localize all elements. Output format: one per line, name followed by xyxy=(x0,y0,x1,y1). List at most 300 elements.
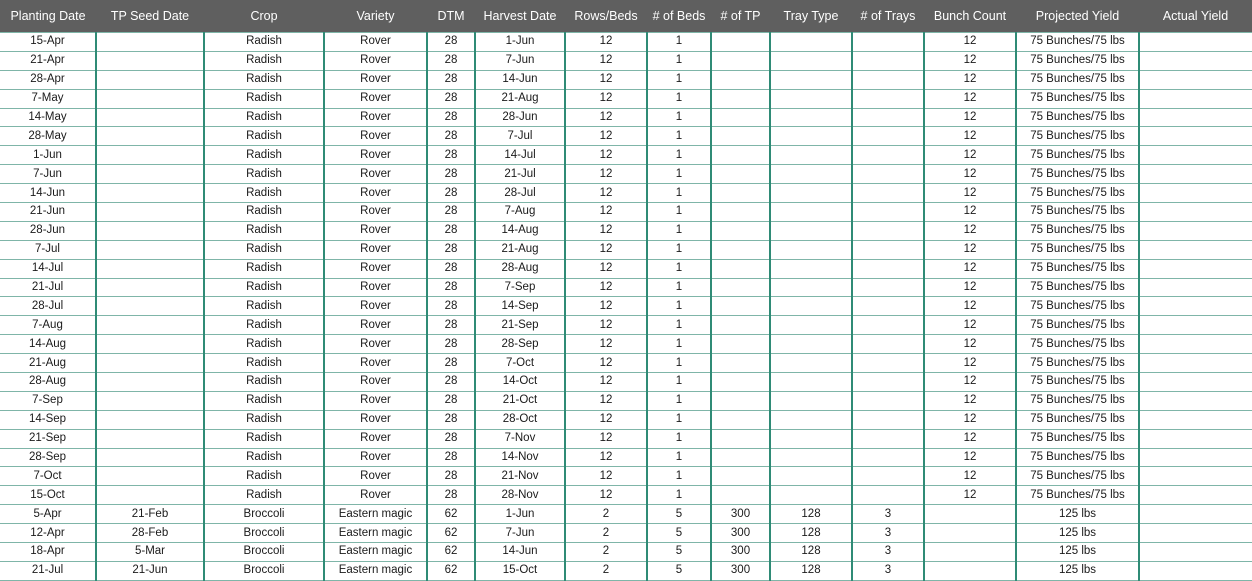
table-cell xyxy=(1139,51,1252,70)
table-cell: 1 xyxy=(647,335,711,354)
column-header: Harvest Date xyxy=(475,0,565,33)
table-cell: 1-Jun xyxy=(475,33,565,52)
table-cell xyxy=(770,127,852,146)
table-cell: 14-Jun xyxy=(0,184,96,203)
table-cell: 21-Aug xyxy=(475,240,565,259)
table-cell xyxy=(770,448,852,467)
table-cell: 125 lbs xyxy=(1016,543,1139,562)
table-cell: 300 xyxy=(711,524,770,543)
table-cell: 12 xyxy=(924,165,1016,184)
table-cell: 12 xyxy=(924,373,1016,392)
table-row xyxy=(0,70,1252,89)
table-cell: 12 xyxy=(565,146,647,165)
table-cell xyxy=(96,373,204,392)
table-cell: Radish xyxy=(204,146,324,165)
table-cell xyxy=(852,70,924,89)
table-cell: 21-Jun xyxy=(96,561,204,580)
table-cell: Radish xyxy=(204,354,324,373)
table-cell: 28 xyxy=(427,448,475,467)
table-cell: Radish xyxy=(204,391,324,410)
table-cell: 21-Jul xyxy=(475,165,565,184)
column-header: # of TP xyxy=(711,0,770,33)
table-cell: 21-Jul xyxy=(0,561,96,580)
table-cell: 75 Bunches/75 lbs xyxy=(1016,203,1139,222)
table-cell: 75 Bunches/75 lbs xyxy=(1016,89,1139,108)
table-cell: 12 xyxy=(924,184,1016,203)
table-cell: 75 Bunches/75 lbs xyxy=(1016,448,1139,467)
table-cell: 28-Feb xyxy=(96,524,204,543)
table-cell xyxy=(96,240,204,259)
table-cell: 12 xyxy=(565,410,647,429)
table-cell: Rover xyxy=(324,335,427,354)
table-cell: 1 xyxy=(647,429,711,448)
table-cell: Broccoli xyxy=(204,543,324,562)
table-cell: 28 xyxy=(427,70,475,89)
table-cell xyxy=(1139,373,1252,392)
table-cell: 12 xyxy=(924,127,1016,146)
table-cell: 75 Bunches/75 lbs xyxy=(1016,429,1139,448)
table-cell: 128 xyxy=(770,524,852,543)
table-cell: 12 xyxy=(565,203,647,222)
table-cell: 12 xyxy=(924,429,1016,448)
table-cell xyxy=(96,70,204,89)
table-cell: 12 xyxy=(924,203,1016,222)
table-row xyxy=(0,146,1252,165)
table-cell: 7-Oct xyxy=(0,467,96,486)
table-cell: 12 xyxy=(565,33,647,52)
table-cell xyxy=(711,429,770,448)
table-cell: 5 xyxy=(647,561,711,580)
table-cell xyxy=(1139,448,1252,467)
table-cell: 7-Oct xyxy=(475,354,565,373)
table-cell xyxy=(770,33,852,52)
table-cell: 1 xyxy=(647,146,711,165)
table-cell: 7-Nov xyxy=(475,429,565,448)
table-cell xyxy=(770,278,852,297)
table-cell: 1 xyxy=(647,70,711,89)
table-cell xyxy=(770,165,852,184)
table-cell: 12 xyxy=(565,70,647,89)
table-cell: 300 xyxy=(711,505,770,524)
table-cell: Radish xyxy=(204,429,324,448)
table-cell xyxy=(96,335,204,354)
table-cell: 12 xyxy=(924,335,1016,354)
table-cell xyxy=(770,259,852,278)
table-cell: 1 xyxy=(647,33,711,52)
table-cell: Radish xyxy=(204,335,324,354)
table-cell xyxy=(1139,240,1252,259)
table-cell xyxy=(852,316,924,335)
table-cell xyxy=(1139,410,1252,429)
table-cell: 125 lbs xyxy=(1016,505,1139,524)
table-cell xyxy=(711,165,770,184)
table-cell: 75 Bunches/75 lbs xyxy=(1016,278,1139,297)
table-cell: Rover xyxy=(324,203,427,222)
table-cell: 28 xyxy=(427,33,475,52)
table-cell xyxy=(711,354,770,373)
table-cell xyxy=(711,373,770,392)
table-cell: 7-Aug xyxy=(475,203,565,222)
table-cell xyxy=(852,278,924,297)
table-cell: 125 lbs xyxy=(1016,561,1139,580)
table-cell: 75 Bunches/75 lbs xyxy=(1016,221,1139,240)
table-cell: 12 xyxy=(565,335,647,354)
table-cell: 1 xyxy=(647,165,711,184)
table-cell xyxy=(852,108,924,127)
table-cell: Rover xyxy=(324,316,427,335)
table-row xyxy=(0,543,1252,562)
table-cell: 1 xyxy=(647,259,711,278)
table-row xyxy=(0,259,1252,278)
table-cell: 14-Aug xyxy=(0,335,96,354)
table-cell xyxy=(96,354,204,373)
table-cell xyxy=(852,184,924,203)
table-cell: 28 xyxy=(427,165,475,184)
table-cell xyxy=(852,354,924,373)
table-cell: Rover xyxy=(324,410,427,429)
table-cell: 12 xyxy=(924,33,1016,52)
table-row xyxy=(0,561,1252,580)
table-cell xyxy=(1139,33,1252,52)
table-cell: 28 xyxy=(427,184,475,203)
table-cell xyxy=(852,410,924,429)
table-cell: 1 xyxy=(647,108,711,127)
table-cell: 12 xyxy=(565,429,647,448)
table-cell xyxy=(96,184,204,203)
table-cell: 28 xyxy=(427,108,475,127)
table-cell xyxy=(96,127,204,146)
table-cell: 3 xyxy=(852,505,924,524)
table-cell xyxy=(711,146,770,165)
table-row xyxy=(0,184,1252,203)
table-cell: 75 Bunches/75 lbs xyxy=(1016,146,1139,165)
table-cell: Rover xyxy=(324,33,427,52)
column-header: TP Seed Date xyxy=(96,0,204,33)
table-cell xyxy=(96,278,204,297)
table-row xyxy=(0,297,1252,316)
table-cell: 21-Aug xyxy=(0,354,96,373)
table-cell xyxy=(770,51,852,70)
table-row xyxy=(0,203,1252,222)
table-cell: 12 xyxy=(924,486,1016,505)
table-cell xyxy=(770,203,852,222)
table-cell xyxy=(1139,543,1252,562)
table-cell: 12 xyxy=(565,89,647,108)
table-cell: 75 Bunches/75 lbs xyxy=(1016,354,1139,373)
table-cell: Eastern magic xyxy=(324,505,427,524)
table-cell: 2 xyxy=(565,524,647,543)
header-row xyxy=(0,0,1252,33)
table-cell: 18-Apr xyxy=(0,543,96,562)
table-cell: Radish xyxy=(204,221,324,240)
table-cell xyxy=(96,51,204,70)
table-cell: 14-Oct xyxy=(475,373,565,392)
table-cell: Broccoli xyxy=(204,505,324,524)
table-cell: 28 xyxy=(427,410,475,429)
table-cell: 5 xyxy=(647,524,711,543)
table-cell: Rover xyxy=(324,391,427,410)
table-cell: 12 xyxy=(924,259,1016,278)
table-row xyxy=(0,486,1252,505)
table-cell xyxy=(96,221,204,240)
table-cell xyxy=(852,127,924,146)
table-row xyxy=(0,33,1252,52)
table-cell xyxy=(96,391,204,410)
table-row xyxy=(0,373,1252,392)
table-cell xyxy=(1139,297,1252,316)
table-cell: 21-Nov xyxy=(475,467,565,486)
table-cell: 12 xyxy=(924,391,1016,410)
table-cell: 1 xyxy=(647,316,711,335)
table-cell xyxy=(770,429,852,448)
table-cell: Radish xyxy=(204,33,324,52)
table-cell: 1 xyxy=(647,410,711,429)
table-row xyxy=(0,429,1252,448)
table-cell: 28-Jun xyxy=(0,221,96,240)
table-cell: 21-Feb xyxy=(96,505,204,524)
table-cell: Radish xyxy=(204,70,324,89)
table-cell xyxy=(852,240,924,259)
table-cell xyxy=(711,221,770,240)
table-cell xyxy=(1139,561,1252,580)
column-header: Planting Date xyxy=(0,0,96,33)
table-cell xyxy=(852,448,924,467)
column-header: Variety xyxy=(324,0,427,33)
table-cell: 28-Apr xyxy=(0,70,96,89)
table-cell xyxy=(711,278,770,297)
table-cell xyxy=(711,297,770,316)
table-cell: 62 xyxy=(427,524,475,543)
table-cell xyxy=(770,108,852,127)
column-header: Tray Type xyxy=(770,0,852,33)
table-cell: 28-Aug xyxy=(0,373,96,392)
table-cell: 75 Bunches/75 lbs xyxy=(1016,108,1139,127)
table-cell: 1 xyxy=(647,184,711,203)
table-cell: 128 xyxy=(770,543,852,562)
table-row xyxy=(0,240,1252,259)
table-cell: 21-Aug xyxy=(475,89,565,108)
table-cell xyxy=(770,70,852,89)
table-cell xyxy=(96,259,204,278)
table-cell: 28 xyxy=(427,486,475,505)
table-cell: Radish xyxy=(204,240,324,259)
table-row xyxy=(0,391,1252,410)
table-cell: 7-Jun xyxy=(475,51,565,70)
table-cell: 12 xyxy=(565,486,647,505)
table-cell xyxy=(1139,486,1252,505)
table-cell xyxy=(711,486,770,505)
table-cell: Radish xyxy=(204,373,324,392)
table-cell: 1 xyxy=(647,354,711,373)
table-cell: 1 xyxy=(647,373,711,392)
table-row xyxy=(0,89,1252,108)
table-cell xyxy=(711,240,770,259)
column-header: DTM xyxy=(427,0,475,33)
table-cell: 12 xyxy=(924,108,1016,127)
table-cell: 7-Aug xyxy=(0,316,96,335)
table-cell: 14-Sep xyxy=(0,410,96,429)
table-cell: 75 Bunches/75 lbs xyxy=(1016,373,1139,392)
table-cell: 28-Jul xyxy=(475,184,565,203)
column-header: Actual Yield xyxy=(1139,0,1252,33)
table-cell: Rover xyxy=(324,127,427,146)
table-cell xyxy=(1139,335,1252,354)
table-cell: 21-Apr xyxy=(0,51,96,70)
table-cell: 12 xyxy=(565,354,647,373)
table-cell: 75 Bunches/75 lbs xyxy=(1016,165,1139,184)
table-row xyxy=(0,410,1252,429)
table-cell: 1-Jun xyxy=(475,505,565,524)
table-cell: 14-Jun xyxy=(475,70,565,89)
table-cell: 12 xyxy=(924,221,1016,240)
table-cell: 2 xyxy=(565,505,647,524)
table-row xyxy=(0,448,1252,467)
table-cell: 5 xyxy=(647,543,711,562)
table-cell: 300 xyxy=(711,561,770,580)
table-cell xyxy=(852,89,924,108)
table-cell: 1 xyxy=(647,448,711,467)
table-cell: 28 xyxy=(427,221,475,240)
table-cell: 28 xyxy=(427,127,475,146)
table-cell: 1 xyxy=(647,51,711,70)
table-cell xyxy=(852,165,924,184)
table-cell: 12 xyxy=(924,297,1016,316)
table-cell xyxy=(1139,354,1252,373)
table-cell xyxy=(852,297,924,316)
table-cell: 21-Jul xyxy=(0,278,96,297)
table-cell: Radish xyxy=(204,165,324,184)
column-header: # of Trays xyxy=(852,0,924,33)
table-cell: 12 xyxy=(924,316,1016,335)
table-cell xyxy=(711,89,770,108)
table-cell: Rover xyxy=(324,486,427,505)
table-cell: 125 lbs xyxy=(1016,524,1139,543)
table-cell: 5 xyxy=(647,505,711,524)
table-cell xyxy=(852,373,924,392)
table-cell xyxy=(96,146,204,165)
table-cell xyxy=(96,448,204,467)
table-cell xyxy=(852,203,924,222)
column-header: Bunch Count xyxy=(924,0,1016,33)
table-cell: 75 Bunches/75 lbs xyxy=(1016,259,1139,278)
table-cell: 1 xyxy=(647,297,711,316)
table-cell: Radish xyxy=(204,448,324,467)
table-cell: 12 xyxy=(924,410,1016,429)
table-cell xyxy=(770,146,852,165)
table-cell: 1 xyxy=(647,391,711,410)
table-cell: Broccoli xyxy=(204,524,324,543)
table-cell: 12 xyxy=(924,240,1016,259)
table-cell xyxy=(96,429,204,448)
table-cell: 28 xyxy=(427,297,475,316)
table-cell: Rover xyxy=(324,278,427,297)
table-cell: 5-Mar xyxy=(96,543,204,562)
table-cell: 7-Jul xyxy=(0,240,96,259)
table-cell xyxy=(852,486,924,505)
table-cell: Rover xyxy=(324,108,427,127)
table-row xyxy=(0,524,1252,543)
table-cell xyxy=(711,448,770,467)
table-cell: 14-Sep xyxy=(475,297,565,316)
table-cell xyxy=(711,184,770,203)
table-cell: Rover xyxy=(324,89,427,108)
table-cell: 12 xyxy=(565,316,647,335)
table-cell: 3 xyxy=(852,561,924,580)
table-cell xyxy=(1139,429,1252,448)
column-header: Rows/Beds xyxy=(565,0,647,33)
table-cell: 62 xyxy=(427,543,475,562)
table-cell: 12 xyxy=(565,391,647,410)
table-row xyxy=(0,467,1252,486)
table-cell: 28 xyxy=(427,89,475,108)
table-cell xyxy=(1139,89,1252,108)
table-cell xyxy=(96,165,204,184)
table-cell xyxy=(852,51,924,70)
table-cell: 1 xyxy=(647,127,711,146)
table-cell xyxy=(1139,505,1252,524)
table-cell xyxy=(770,391,852,410)
table-cell xyxy=(96,467,204,486)
table-cell: 12 xyxy=(565,127,647,146)
table-cell: 5-Apr xyxy=(0,505,96,524)
table-cell: 1 xyxy=(647,467,711,486)
table-cell: 28 xyxy=(427,240,475,259)
table-cell: 2 xyxy=(565,561,647,580)
table-cell: 28 xyxy=(427,316,475,335)
table-cell: 7-Jul xyxy=(475,127,565,146)
table-cell: 28-Sep xyxy=(0,448,96,467)
table-cell: 28-Oct xyxy=(475,410,565,429)
table-cell: Radish xyxy=(204,184,324,203)
table-cell: 28-Jun xyxy=(475,108,565,127)
table-cell: Radish xyxy=(204,410,324,429)
table-cell: 21-Oct xyxy=(475,391,565,410)
table-cell: 12 xyxy=(924,70,1016,89)
table-cell: 12 xyxy=(924,278,1016,297)
table-cell xyxy=(852,146,924,165)
table-cell xyxy=(852,391,924,410)
table-cell: 15-Apr xyxy=(0,33,96,52)
table-cell: Eastern magic xyxy=(324,524,427,543)
table-cell: Rover xyxy=(324,373,427,392)
table-cell xyxy=(1139,70,1252,89)
table-cell xyxy=(1139,278,1252,297)
table-cell: 62 xyxy=(427,505,475,524)
table-cell: Rover xyxy=(324,259,427,278)
table-cell: 1-Jun xyxy=(0,146,96,165)
table-cell: 1 xyxy=(647,203,711,222)
table-cell: Radish xyxy=(204,127,324,146)
table-cell xyxy=(96,297,204,316)
table-cell xyxy=(770,89,852,108)
table-cell: 1 xyxy=(647,486,711,505)
table-cell xyxy=(770,373,852,392)
table-cell: 28 xyxy=(427,429,475,448)
table-cell: 12 xyxy=(924,354,1016,373)
table-cell xyxy=(770,221,852,240)
table-cell xyxy=(96,33,204,52)
table-cell: 12 xyxy=(565,278,647,297)
table-cell xyxy=(852,259,924,278)
table-cell xyxy=(96,89,204,108)
table-cell: 14-Nov xyxy=(475,448,565,467)
table-row xyxy=(0,505,1252,524)
table-cell xyxy=(1139,146,1252,165)
table-cell: 12 xyxy=(565,240,647,259)
table-cell: 2 xyxy=(565,543,647,562)
table-cell: 12 xyxy=(565,467,647,486)
table-cell: Rover xyxy=(324,467,427,486)
